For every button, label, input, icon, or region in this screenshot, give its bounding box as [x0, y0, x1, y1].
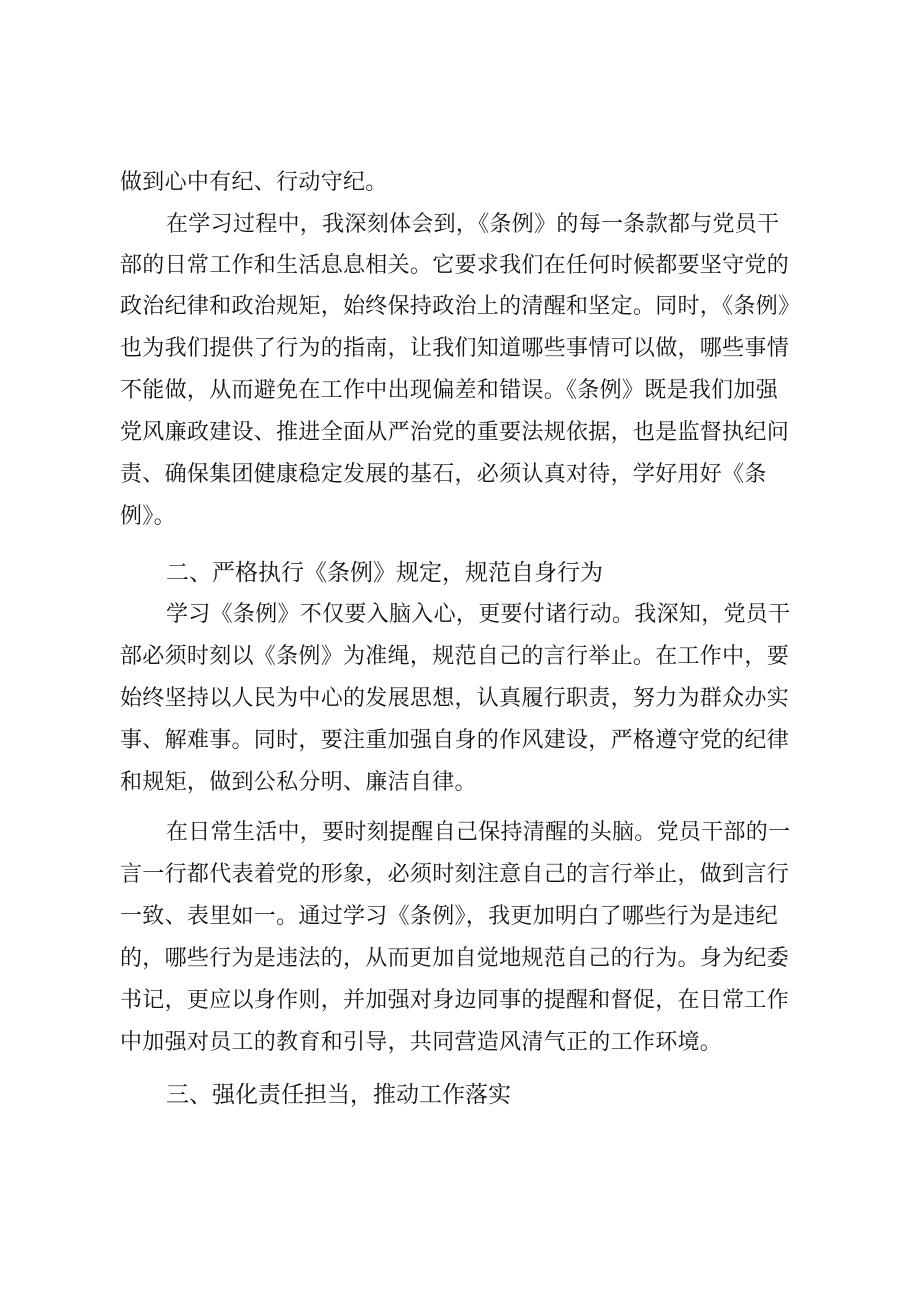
text-line: 学习《条例》不仅要入脑入心，更要付诸行动。我深知，党员干	[166, 602, 791, 627]
text-line: 和规矩，做到公私分明、廉洁自律。	[120, 770, 477, 795]
text-line: 做到心中有纪、行动守纪。	[120, 170, 388, 195]
text-line: 例》。	[120, 504, 176, 529]
text-line: 言一行都代表着党的形象，必须时刻注意自己的言行举止，做到言行	[120, 862, 790, 887]
text-line: 部必须时刻以《条例》为准绳，规范自己的言行举止。在工作中，要	[120, 644, 790, 669]
text-line: 在学习过程中，我深刻体会到，《条例》的每一条款都与党员干	[166, 212, 780, 237]
text-line: 不能做，从而避免在工作中出现偏差和错误。《条例》既是我们加强	[120, 378, 779, 403]
text-line: 在日常生活中，要时刻提醒自己保持清醒的头脑。党员干部的一	[166, 820, 791, 845]
text-line: 中加强对员工的教育和引导，共同营造风清气正的工作环境。	[120, 1030, 723, 1055]
text-line: 责、确保集团健康稳定发展的基石，必须认真对待，学好用好《条	[120, 462, 767, 487]
text-line: 一致、表里如一。通过学习《条例》，我更加明白了哪些行为是违纪	[120, 904, 779, 929]
text-line: 事、解难事。同时，要注重加强自身的作风建设，严格遵守党的纪律	[120, 728, 790, 753]
text-line: 书记，更应以身作则，并加强对身边同事的提醒和督促，在日常工作	[120, 988, 790, 1013]
text-line: 部的日常工作和生活息息相关。它要求我们在任何时候都要坚守党的	[120, 253, 790, 278]
section-heading: 二、严格执行《条例》规定，规范自身行为	[166, 560, 603, 586]
text-line: 政治纪律和政治规矩，始终保持政治上的清醒和坚定。同时，《条例》	[120, 294, 801, 319]
section-heading: 三、强化责任担当，推动工作落实	[166, 1082, 511, 1108]
text-line: 的，哪些行为是违法的，从而更加自觉地规范自己的行为。身为纪委	[120, 946, 790, 971]
text-line: 始终坚持以人民为中心的发展思想，认真履行职责，努力为群众办实	[120, 686, 790, 711]
text-line: 也为我们提供了行为的指南，让我们知道哪些事情可以做，哪些事情	[120, 336, 790, 361]
text-line: 党风廉政建设、推进全面从严治党的重要法规依据，也是监督执纪问	[120, 420, 790, 445]
